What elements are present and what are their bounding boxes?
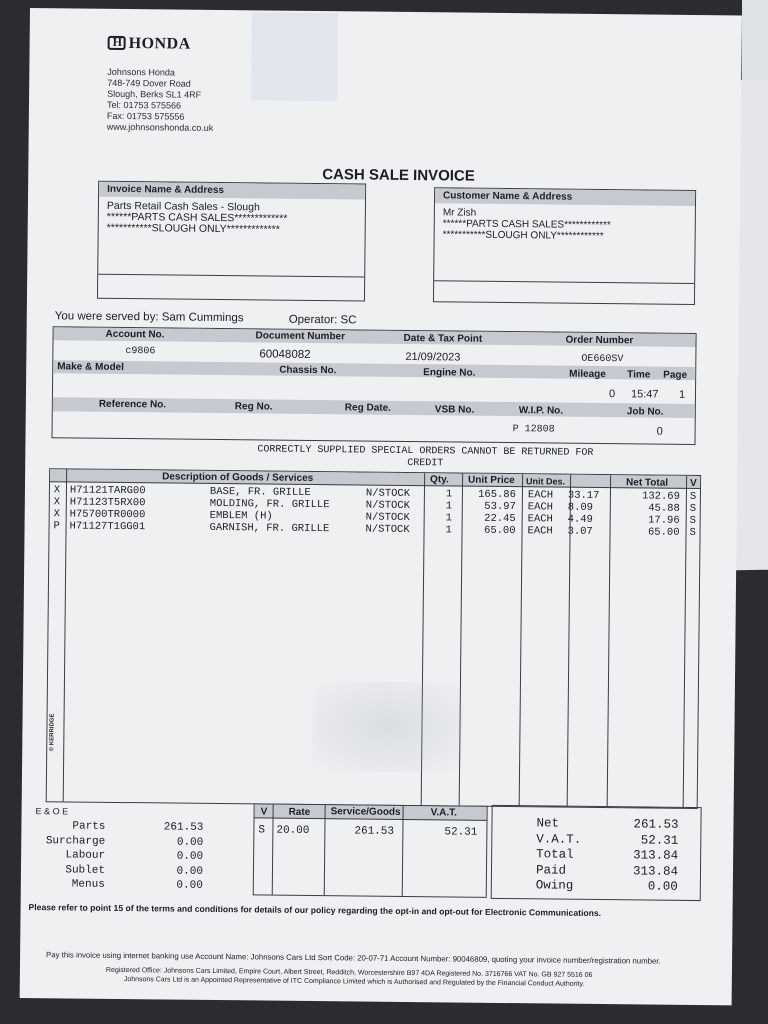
summary-value: 0.00	[176, 850, 204, 863]
honda-logo: HHONDA	[108, 35, 191, 54]
cell-part: H71127T1GG01	[69, 520, 146, 534]
time-label: Time	[627, 369, 651, 381]
total-label: V.A.T.	[536, 831, 582, 847]
cell-net: 17.96	[648, 514, 680, 527]
totals-box	[491, 805, 702, 901]
cell-desc: MOLDING, FR. GRILLE	[209, 497, 330, 512]
wip-label: W.I.P. No.	[518, 405, 564, 417]
mileage-label: Mileage	[569, 368, 606, 381]
make-model-label: Make & Model	[57, 361, 124, 374]
wip-number: P 12808	[512, 424, 555, 436]
account-number: c9806	[125, 346, 156, 358]
qty-header: Qty.	[430, 474, 449, 486]
cell-unit: EACH	[527, 501, 554, 514]
cell-v: S	[689, 514, 697, 528]
cell-qty: 1	[445, 524, 452, 537]
cell-flag: X	[53, 496, 61, 509]
registered-office: Registered Office: Johnsons Cars Limited, Empire Court, Albert Street, Redditch, Worcestershire B97 4DA Registered No. 3716766 VAT No. GB 927 5516 06	[105, 966, 593, 979]
time-value: 15:47	[630, 388, 659, 401]
page-title: CASH SALE INVOICE	[322, 166, 475, 185]
cell-unit: EACH	[527, 513, 553, 526]
summary-label: Labour	[65, 849, 106, 862]
unit-price-header: Unit Price	[468, 474, 515, 487]
page-label: Page	[663, 369, 688, 381]
vsb-label: VSB No.	[434, 404, 475, 416]
cell-qty: 1	[445, 512, 453, 525]
cell-stock: N/STOCK	[365, 511, 410, 525]
vat-amount-header: V.A.T.	[430, 807, 457, 819]
invoice-address-header: Invoice Name & Address	[99, 182, 365, 200]
chassis-label: Chassis No.	[279, 364, 337, 377]
summary-value: 261.53	[163, 821, 204, 834]
vat-goods-header: Service/Goods	[330, 806, 401, 818]
cell-v: S	[689, 490, 697, 504]
cell-net: 65.00	[647, 526, 680, 539]
reg-date-label: Reg Date.	[344, 402, 392, 414]
cell-disc: 3.07	[567, 525, 593, 538]
cell-desc: GARNISH, FR. GRILLE	[209, 521, 330, 536]
cell-disc: 33.17	[567, 489, 600, 502]
redaction-block	[251, 12, 338, 101]
vat-v-header: V	[260, 806, 268, 818]
served-by: You were served by: Sam Cummings	[54, 310, 244, 325]
invoice-address-line: ******PARTS CASH SALES*************	[106, 210, 288, 225]
cell-flag: X	[53, 484, 61, 497]
terms-notice: Please refer to point 15 of the terms and conditions for details of our policy regarding the opt-in and opt-out for Electronic Communications.	[28, 902, 602, 919]
cell-stock: N/STOCK	[365, 523, 410, 537]
reg-no-label: Reg No.	[234, 401, 273, 413]
date-label: Date & Tax Point	[403, 332, 483, 345]
invoice-address-box	[97, 181, 366, 302]
payment-instructions: Pay this invoice using internet banking use Account Name: Johnsons Cars Ltd Sort Code: 20-07-71 Account Number: 90046809, quoting your invoice number/registration number.	[46, 950, 661, 966]
kerridge-mark: © KERRIDGE	[49, 713, 56, 752]
cell-flag: P	[53, 520, 60, 533]
net-total-header: Net Total	[626, 477, 669, 489]
cost-summary	[33, 820, 234, 902]
vat-rate-value: 20.00	[276, 824, 310, 837]
cell-part: H75700TR0000	[69, 508, 146, 522]
page-value: 1	[678, 388, 686, 401]
cell-net: 132.69	[642, 490, 680, 503]
cell-desc: EMBLEM (H)	[209, 509, 273, 523]
unit-des-header: Unit Des.	[526, 476, 566, 487]
mileage-value: 0	[608, 388, 616, 401]
cell-unit: EACH	[527, 489, 554, 502]
vat-goods-value: 261.53	[354, 825, 395, 838]
summary-label: Parts	[72, 820, 106, 833]
customer-address-line: Mr Zish	[442, 207, 477, 219]
dealer-address: Johnsons Honda 748-749 Dover Road Slough, Berks SL1 4RF Tel: 01753 575566 Fax: 01753 575556 www.johnsonshonda.co.uk	[106, 66, 214, 133]
document-label: Document Number	[255, 330, 346, 343]
summary-label: Surcharge	[45, 834, 106, 848]
cell-v: S	[689, 526, 696, 540]
total-label: Total	[536, 847, 574, 862]
order-label: Order Number	[565, 334, 634, 347]
cell-price: 53.97	[484, 500, 516, 514]
tax-point-date: 21/09/2023	[405, 350, 461, 364]
fca-notice: Johnsons Cars Ltd is an Appointed Representative of ITC Compliance Limited which is Authorised and Regulated by the Financial Conduct Authority.	[123, 976, 585, 988]
summary-value: 0.00	[176, 865, 204, 878]
cell-qty: 1	[445, 500, 453, 513]
cell-price: 65.00	[483, 524, 516, 538]
invoice-address-line: Parts Retail Cash Sales - Slough	[106, 199, 260, 214]
cell-disc: 4.49	[567, 513, 593, 526]
cell-price: 22.45	[484, 512, 516, 526]
total-value: 313.84	[633, 848, 679, 863]
returns-notice: CORRECTLY SUPPLIED SPECIAL ORDERS CANNOT BE RETURNED FOR CREDIT	[257, 444, 594, 470]
document-info-block	[51, 326, 696, 445]
total-value: 52.31	[640, 832, 679, 848]
summary-value: 0.00	[176, 879, 203, 892]
operator: Operator: SC	[288, 313, 357, 327]
job-label: Job No.	[626, 406, 664, 418]
cell-part: H71121TARG00	[69, 484, 146, 498]
vat-v-value: S	[258, 824, 266, 837]
invoice-address-line: ***********SLOUGH ONLY*************	[106, 221, 280, 236]
cell-qty: 1	[445, 488, 453, 501]
account-label: Account No.	[105, 328, 165, 341]
cell-net: 45.88	[648, 502, 680, 515]
cell-disc: 8.09	[567, 501, 594, 514]
cell-stock: N/STOCK	[365, 499, 410, 513]
vat-rate-header: Rate	[288, 806, 311, 818]
customer-address-box	[433, 187, 696, 305]
vat-code-header: V	[689, 477, 697, 490]
cell-flag: X	[53, 508, 61, 521]
total-value: 313.84	[632, 863, 679, 879]
summary-label: Menus	[71, 878, 105, 891]
total-value: 261.53	[633, 817, 679, 832]
total-label: Owing	[535, 878, 574, 893]
reference-label: Reference No.	[98, 398, 167, 411]
engine-label: Engine No.	[423, 367, 476, 379]
description-header: Description of Goods / Services	[162, 471, 314, 484]
total-value: 0.00	[647, 879, 678, 894]
paper-stain	[312, 681, 463, 773]
cell-stock: N/STOCK	[365, 487, 411, 501]
document-number: 60048082	[259, 348, 311, 361]
cell-unit: EACH	[527, 525, 553, 538]
job-number: 0	[656, 425, 663, 438]
customer-address-line: ******PARTS CASH SALES************	[442, 218, 611, 232]
customer-address-line: ***********SLOUGH ONLY************	[442, 229, 604, 243]
summary-value: 0.00	[176, 836, 204, 849]
total-label: Paid	[535, 862, 567, 878]
vat-table	[253, 803, 488, 897]
cell-price: 165.86	[478, 488, 516, 502]
vat-amount-value: 52.31	[444, 826, 478, 839]
summary-label: Sublet	[65, 863, 106, 877]
honda-wing-icon	[108, 36, 126, 50]
eoe-label: E & O E	[35, 806, 69, 817]
invoice-paper	[20, 8, 742, 1005]
order-number: OE660SV	[581, 353, 624, 366]
total-label: Net	[536, 816, 560, 831]
customer-address-header: Customer Name & Address	[435, 188, 695, 206]
cell-desc: BASE, FR. GRILLE	[209, 485, 311, 499]
cell-part: H71123T5RX00	[69, 496, 146, 510]
cell-v: S	[689, 502, 697, 516]
